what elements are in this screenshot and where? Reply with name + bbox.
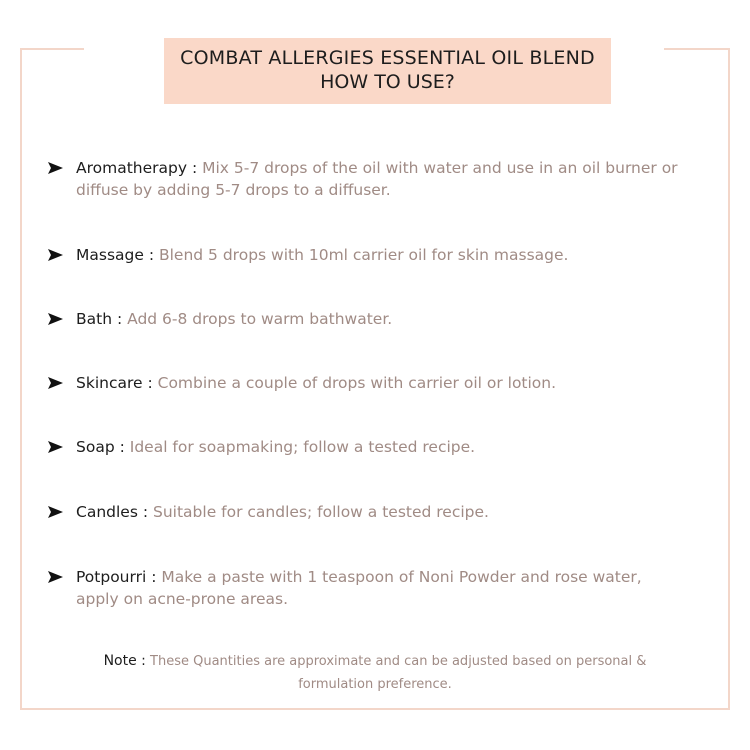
frame-bottom-border (20, 708, 730, 710)
title-banner (164, 38, 611, 104)
item-label: Aromatherapy : (76, 159, 198, 177)
item-description: Mix 5-7 drops of the oil with water and use in an oil burner or diffuse by adding 5-7 drops to a diffuser. (76, 159, 678, 199)
page-title: COMBAT ALLERGIES ESSENTIAL OIL BLEND (180, 47, 595, 69)
item-label: Massage : (76, 246, 155, 264)
arrow-bullet-icon (48, 506, 63, 518)
item-description: Ideal for soapmaking; follow a tested recipe. (129, 438, 476, 456)
usage-item-skincare (48, 372, 718, 394)
page-subtitle: HOW TO USE? (320, 71, 455, 93)
arrow-bullet-icon (48, 571, 63, 583)
usage-item-candles (48, 501, 718, 523)
note-label: Note : (103, 653, 146, 669)
note-text: These Quantities are approximate and can be adjusted based on personal & formulation preference. (150, 654, 647, 692)
item-description: Suitable for candles; follow a tested recipe. (153, 503, 489, 521)
item-label: Skincare : (76, 374, 153, 392)
arrow-bullet-icon (48, 249, 63, 261)
item-label: Bath : (76, 310, 123, 328)
item-label: Potpourri : (76, 568, 157, 586)
usage-item-soap (48, 436, 718, 458)
usage-item-potpourri (48, 566, 658, 610)
arrow-bullet-icon (48, 377, 63, 389)
arrow-bullet-icon (48, 313, 63, 325)
usage-item-massage (48, 244, 718, 266)
item-description: Add 6-8 drops to warm bathwater. (127, 310, 393, 328)
usage-item-bath (48, 308, 718, 330)
arrow-bullet-icon (48, 441, 63, 453)
usage-item-aromatherapy (48, 157, 718, 201)
arrow-bullet-icon (48, 162, 63, 174)
item-description: Blend 5 drops with 10ml carrier oil for skin massage. (158, 246, 569, 264)
note-block (80, 650, 670, 696)
item-label: Candles : (76, 503, 149, 521)
item-description: Combine a couple of drops with carrier oil or lotion. (157, 374, 557, 392)
item-label: Soap : (76, 438, 125, 456)
item-description: Make a paste with 1 teaspoon of Noni Powder and rose water, apply on acne-prone areas. (76, 568, 642, 608)
